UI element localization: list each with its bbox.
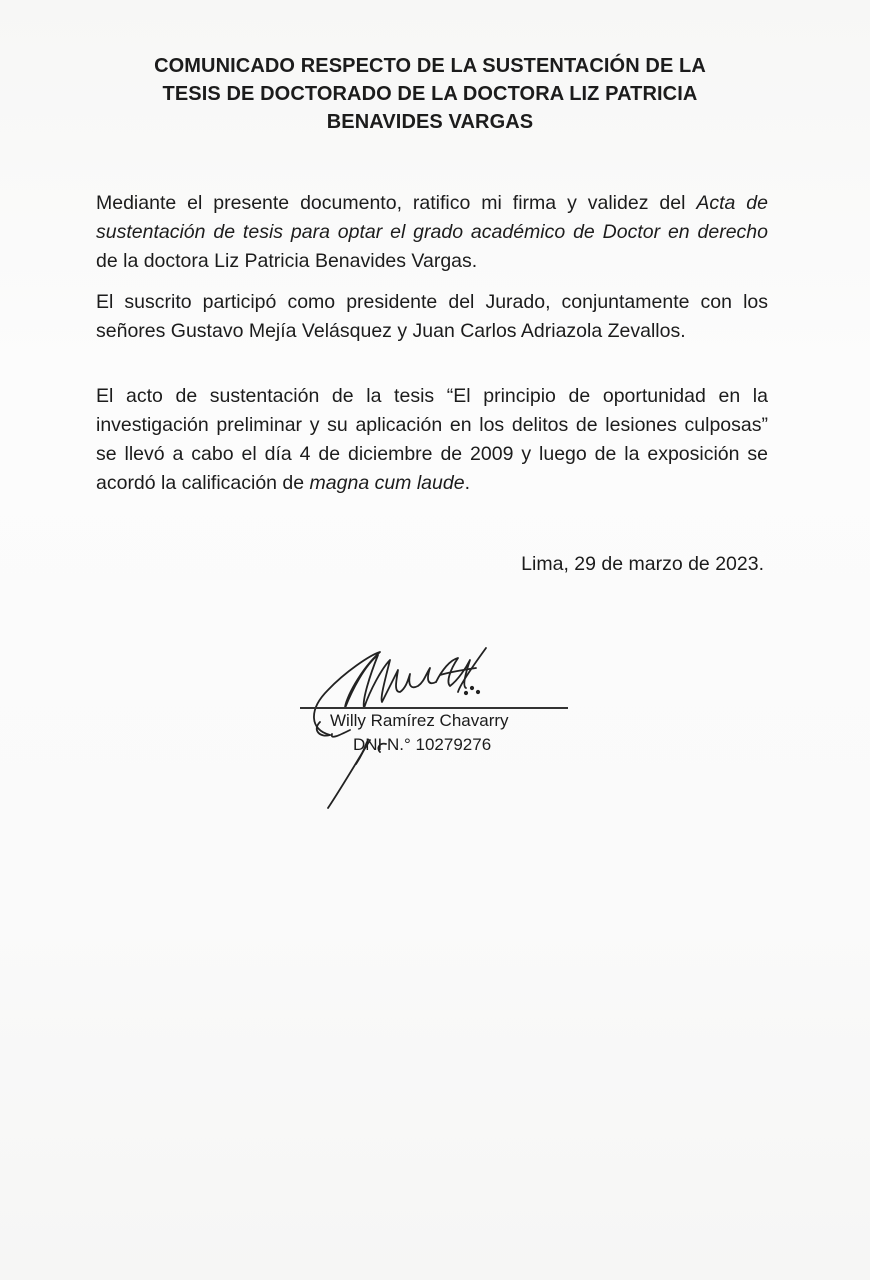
paragraph-jury: El suscrito participó como presidente del Jurado, conjuntamente con los señores Gustavo Mejía Velásquez y Juan Carlos Adriazola Zevallos. bbox=[96, 291, 768, 342]
paragraph-1-text-before: Mediante el presente documento, ratifico mi firma y validez del bbox=[96, 192, 697, 214]
paragraph-3-text-after: . bbox=[464, 472, 470, 494]
paragraph-ratification bbox=[96, 189, 768, 276]
title-line-1: COMUNICADO RESPECTO DE LA SUSTENTACIÓN DE LA bbox=[154, 55, 706, 77]
paragraph-1-text-after: de la doctora Liz Patricia Benavides Vargas. bbox=[96, 250, 478, 272]
paragraph-3-text-before: El acto de sustentación de la tesis “El principio de oportunidad en la investigación preliminar y su aplicación en los delitos de lesiones culposas” se llevó a cabo el día 4 de diciembre de 2009 y luego de la exposición se acordó la calificación de bbox=[96, 385, 768, 494]
title-line-3: BENAVIDES VARGAS bbox=[326, 111, 534, 133]
paragraph-thesis-act bbox=[96, 382, 768, 498]
document-title bbox=[90, 52, 770, 136]
signer-name: Willy Ramírez Chavarry bbox=[330, 711, 509, 730]
signer-dni: DNI N.° 10279276 bbox=[353, 735, 492, 754]
paragraph-1-italic: Acta de sustentación de tesis para optar el grado académico de Doctor en derecho bbox=[96, 192, 768, 243]
document-date: Lima, 29 de marzo de 2023. bbox=[521, 553, 764, 575]
title-line-2: TESIS DE DOCTORADO DE LA DOCTORA LIZ PATRICIA bbox=[162, 83, 698, 105]
paragraph-3-italic: magna cum laude bbox=[309, 472, 465, 494]
